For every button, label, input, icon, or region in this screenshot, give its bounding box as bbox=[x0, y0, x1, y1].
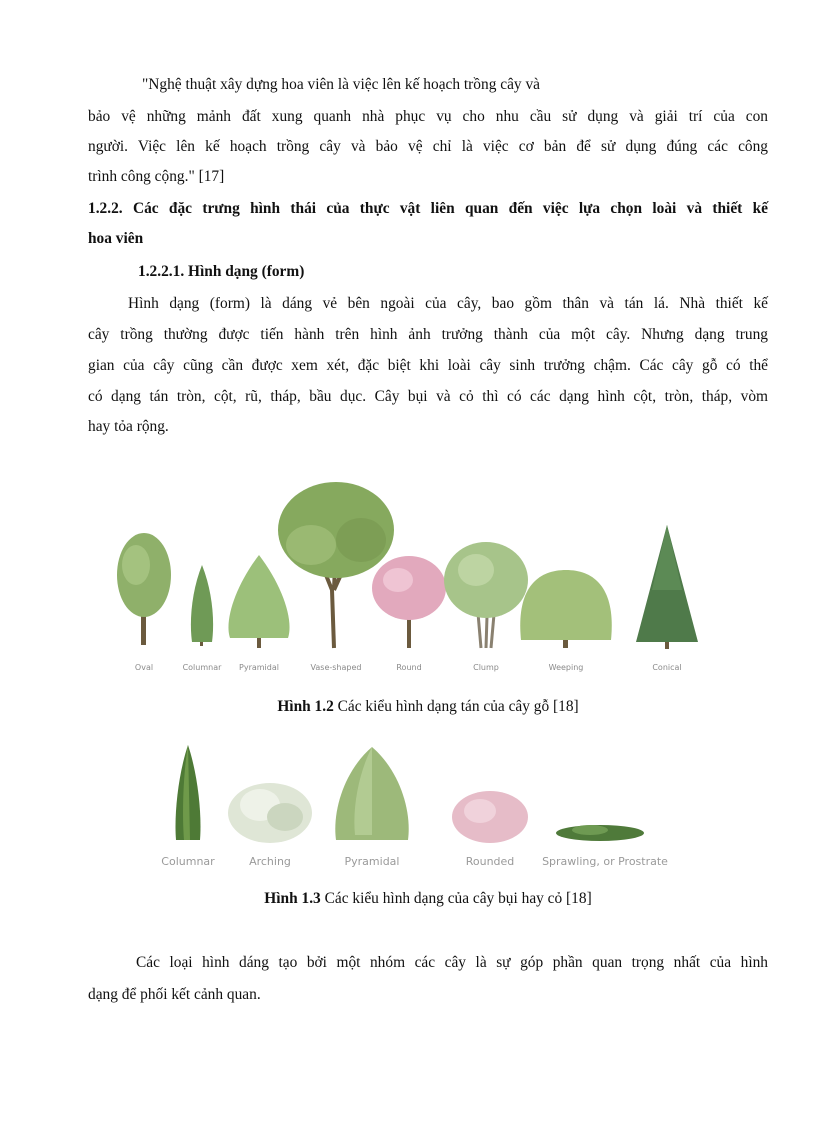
weeping-tree-illustration bbox=[520, 570, 612, 648]
figure-1-3-label: Hình 1.3 bbox=[264, 890, 321, 907]
shrub-forms-figure bbox=[150, 735, 690, 875]
figure-1-2-caption bbox=[88, 698, 768, 716]
figure-1-2-text: Các kiểu hình dạng tán của cây gỗ [18] bbox=[333, 698, 579, 715]
columnar-shrub-illustration bbox=[176, 745, 201, 840]
label-pyramidal: Pyramidal bbox=[239, 663, 279, 672]
conical-tree-illustration bbox=[636, 525, 698, 649]
sprawling-shrub-illustration bbox=[556, 825, 644, 841]
arching-shrub-illustration bbox=[228, 783, 312, 843]
body-line-5: hay tỏa rộng. bbox=[88, 418, 169, 435]
label-shrub-pyramidal: Pyramidal bbox=[344, 855, 400, 868]
pyramidal-tree-illustration bbox=[228, 555, 289, 648]
label-oval: Oval bbox=[134, 663, 154, 672]
body-line-1: Hình dạng (form) là dáng vẻ bên ngoài của cây, bao gồm thân và tán lá. Nhà thiết kế bbox=[128, 295, 768, 312]
figure-1-2-label: Hình 1.2 bbox=[277, 698, 334, 715]
quote-line-4: trình công cộng." [17] bbox=[88, 168, 225, 185]
section-heading: 1.2.2. Các đặc trưng hình thái của thực vật liên quan đến việc lựa chọn loài và thiết kế bbox=[88, 200, 768, 217]
closing-line-2: dạng để phối kết cảnh quan. bbox=[88, 986, 261, 1003]
section-heading-cont: hoa viên bbox=[88, 230, 144, 247]
body-line-3: gian của cây cũng cần được xem xét, đặc biệt khi loài cây sinh trưởng chậm. Các cây gỗ có thể bbox=[88, 357, 768, 374]
figure-1-3-text: Các kiểu hình dạng của cây bụi hay cỏ [18] bbox=[320, 890, 592, 907]
quote-line-2: bảo vệ những mảnh đất xung quanh nhà phục vụ cho nhu cầu sử dụng và giải trí của con bbox=[88, 108, 768, 125]
label-shrub-arching: Arching bbox=[249, 855, 291, 868]
label-shrub-columnar: Columnar bbox=[161, 855, 215, 868]
quote-line-3: người. Việc lên kế hoạch trồng cây và bảo vệ chỉ là việc cơ bản để sử dụng đúng các công bbox=[88, 138, 768, 155]
clump-tree-illustration bbox=[444, 542, 528, 648]
columnar-tree-illustration bbox=[191, 565, 213, 646]
figure-1-3-caption bbox=[88, 890, 768, 908]
pyramidal-shrub-illustration bbox=[335, 747, 408, 840]
label-shrub-sprawling: Sprawling, or Prostrate bbox=[542, 855, 668, 868]
label-vase-shaped: Vase-shaped bbox=[310, 663, 362, 672]
body-line-2: cây trồng thường được tiến hành trên hình ảnh trưởng thành của một cây. Nhưng dạng trung bbox=[88, 326, 768, 343]
tree-forms-figure bbox=[96, 470, 726, 680]
label-clump: Clump bbox=[473, 663, 499, 672]
label-conical: Conical bbox=[652, 663, 682, 672]
label-columnar: Columnar bbox=[182, 663, 222, 672]
subsection-heading: 1.2.2.1. Hình dạng (form) bbox=[138, 263, 305, 280]
label-weeping: Weeping bbox=[548, 663, 584, 672]
oval-tree-illustration bbox=[117, 533, 171, 645]
label-round: Round bbox=[396, 663, 422, 672]
vase-shaped-tree-illustration bbox=[278, 482, 394, 648]
round-tree-illustration bbox=[372, 556, 446, 648]
body-line-4: có dạng tán tròn, cột, rũ, tháp, bầu dục. Cây bụi và cỏ thì có các dạng hình cột, tròn, tháp, vòm bbox=[88, 388, 768, 405]
quote-line-1: "Nghệ thuật xây dựng hoa viên là việc lên kế hoạch trồng cây và bbox=[142, 76, 540, 93]
closing-line-1: Các loại hình dáng tạo bởi một nhóm các cây là sự góp phần quan trọng nhất của hình bbox=[136, 954, 768, 971]
rounded-shrub-illustration bbox=[452, 791, 528, 843]
label-shrub-rounded: Rounded bbox=[465, 855, 515, 868]
